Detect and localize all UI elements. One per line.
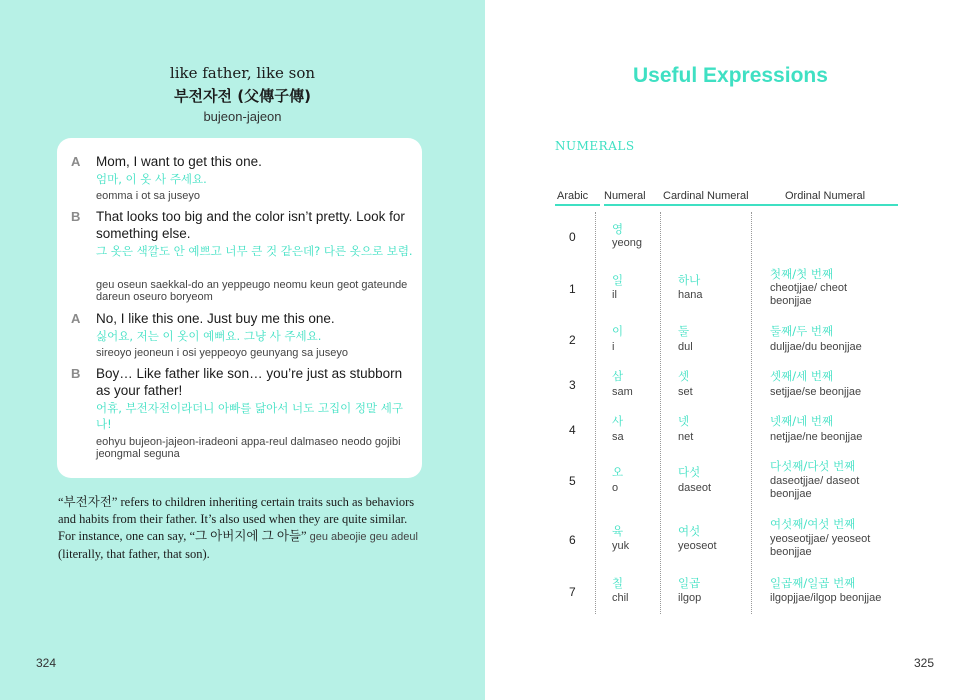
idiom-explanation [58, 494, 423, 563]
cardinal-korean: 다섯 [678, 465, 701, 479]
arabic-numeral: 3 [569, 378, 576, 392]
arabic-numeral: 2 [569, 333, 576, 347]
ordinal-korean: 다섯째/다섯 번째 [770, 459, 856, 473]
cardinal-romanization: set [678, 386, 693, 398]
page-title: Useful Expressions [633, 64, 828, 87]
section-heading: NUMERALS [555, 139, 635, 153]
header-rule [555, 204, 600, 206]
sino-korean: 삼 [612, 369, 624, 383]
ordinal-romanization: cheotjjae/ cheot beonjjae [770, 282, 848, 307]
sino-korean: 오 [612, 465, 624, 479]
header-numeral: Numeral [604, 190, 646, 202]
idiom-korean: 부전자전 (父傳子傳) [174, 87, 311, 105]
sino-korean-romanization: sa [612, 431, 624, 443]
ordinal-romanization: setjjae/se beonjjae [770, 386, 862, 398]
arabic-numeral: 1 [569, 282, 576, 296]
arabic-numeral: 5 [569, 474, 576, 488]
arabic-numeral: 7 [569, 585, 576, 599]
cardinal-korean: 여섯 [678, 524, 701, 538]
header-arabic: Arabic [557, 190, 589, 202]
speaker-label: A [71, 154, 81, 169]
speaker-label: A [71, 311, 81, 326]
explanation-literal: (literally, that father, that son). [58, 547, 210, 561]
cardinal-korean: 둘 [678, 324, 690, 338]
speaker-label: B [71, 209, 81, 224]
dialogue-english: Mom, I want to get this one. [96, 154, 262, 169]
dialogue-korean: 엄마, 이 옷 사 주세요. [96, 172, 207, 186]
sino-korean: 이 [612, 324, 624, 338]
sino-korean-romanization: chil [612, 592, 629, 604]
column-divider [595, 212, 596, 614]
dialogue-romanization: sireoyo jeoneun i osi yeppeoyo geunyang sa juseyo [96, 347, 348, 359]
sino-korean: 영 [612, 222, 624, 236]
page-number-right: 325 [914, 656, 935, 670]
cardinal-korean: 일곱 [678, 576, 701, 590]
arabic-numeral: 0 [569, 230, 576, 244]
sino-korean-romanization: sam [612, 386, 633, 398]
ordinal-korean: 넷째/네 번째 [770, 414, 834, 428]
ordinal-romanization: yeoseotjjae/ yeoseot beonjjae [770, 533, 871, 558]
cardinal-romanization: daseot [678, 482, 712, 494]
explanation-romanization: geu abeojie geu adeul [309, 531, 418, 543]
ordinal-romanization: ilgopjjae/ilgop beonjjae [770, 592, 882, 604]
cardinal-romanization: ilgop [678, 592, 702, 604]
cardinal-korean: 셋 [678, 369, 690, 383]
page-number-left: 324 [36, 656, 57, 670]
dialogue-english: Boy… Like father like son… you’re just as stubborn as your father! [96, 366, 403, 398]
dialogue-romanization: geu oseun saekkal-do an yeppeugo neomu keun geot gateunde dareun oseuro boryeom [96, 279, 408, 303]
ordinal-romanization: netjjae/ne beonjjae [770, 431, 863, 443]
dialogue-card [57, 138, 422, 478]
ordinal-romanization: duljjae/du beonjjae [770, 341, 862, 353]
arabic-numeral: 4 [569, 423, 576, 437]
sino-korean: 칠 [612, 576, 624, 590]
ordinal-korean: 둘째/두 번째 [770, 324, 834, 338]
speaker-label: B [71, 366, 81, 381]
dialogue-romanization: eohyu bujeon-jajeon-iradeoni appa-reul dalmaseo neodo gojibi jeongmal seguna [96, 436, 401, 460]
header-rule [604, 204, 898, 206]
ordinal-romanization: daseotjjae/ daseot beonjjae [770, 475, 860, 500]
dialogue-english: No, I like this one. Just buy me this one. [96, 311, 335, 326]
cardinal-korean: 하나 [678, 273, 701, 287]
cardinal-romanization: hana [678, 289, 703, 301]
ordinal-korean: 여섯째/여섯 번째 [770, 517, 856, 531]
column-divider [751, 212, 752, 614]
header-cardinal: Cardinal Numeral [663, 190, 749, 202]
ordinal-korean: 첫째/첫 번째 [770, 267, 834, 281]
idiom-english: like father, like son [169, 64, 316, 82]
sino-korean-romanization: yeong [612, 237, 642, 249]
column-divider [660, 212, 661, 614]
dialogue-korean: 어휴, 부전자전이라더니 아빠를 닮아서 너도 고집이 정말 세구나! [96, 401, 403, 431]
dialogue-korean: 그 옷은 색깔도 안 예쁘고 너무 큰 것 같은데? 다른 옷으로 보렴. [96, 244, 413, 258]
ordinal-korean: 일곱째/일곱 번째 [770, 576, 856, 590]
cardinal-romanization: dul [678, 341, 693, 353]
cardinal-korean: 넷 [678, 414, 690, 428]
ordinal-korean: 셋째/세 번째 [770, 369, 834, 383]
explanation-text: “부전자전” refers to children inheriting certain traits such as behaviors and habits from their father. It’s also used when they are quite similar. For instance, one can say, “그 아버지에 그 아들” [58, 495, 415, 543]
sino-korean: 일 [612, 273, 624, 287]
sino-korean: 사 [612, 414, 624, 428]
dialogue-english: That looks too big and the color isn’t pretty. Look for something else. [96, 209, 405, 241]
arabic-numeral: 6 [569, 533, 576, 547]
cardinal-romanization: net [678, 431, 694, 443]
sino-korean: 육 [612, 524, 624, 538]
sino-korean-romanization: o [612, 482, 619, 494]
dialogue-korean: 싫어요, 저는 이 옷이 예뻐요. 그냥 사 주세요. [96, 329, 322, 343]
cardinal-romanization: yeoseot [678, 540, 717, 552]
sino-korean-romanization: yuk [612, 540, 630, 552]
idiom-romanization: bujeon-jajeon [203, 109, 282, 124]
header-ordinal: Ordinal Numeral [785, 190, 866, 202]
sino-korean-romanization: i [612, 341, 615, 353]
dialogue-romanization: eomma i ot sa juseyo [96, 190, 200, 202]
sino-korean-romanization: il [612, 289, 617, 301]
right-page [485, 0, 970, 700]
